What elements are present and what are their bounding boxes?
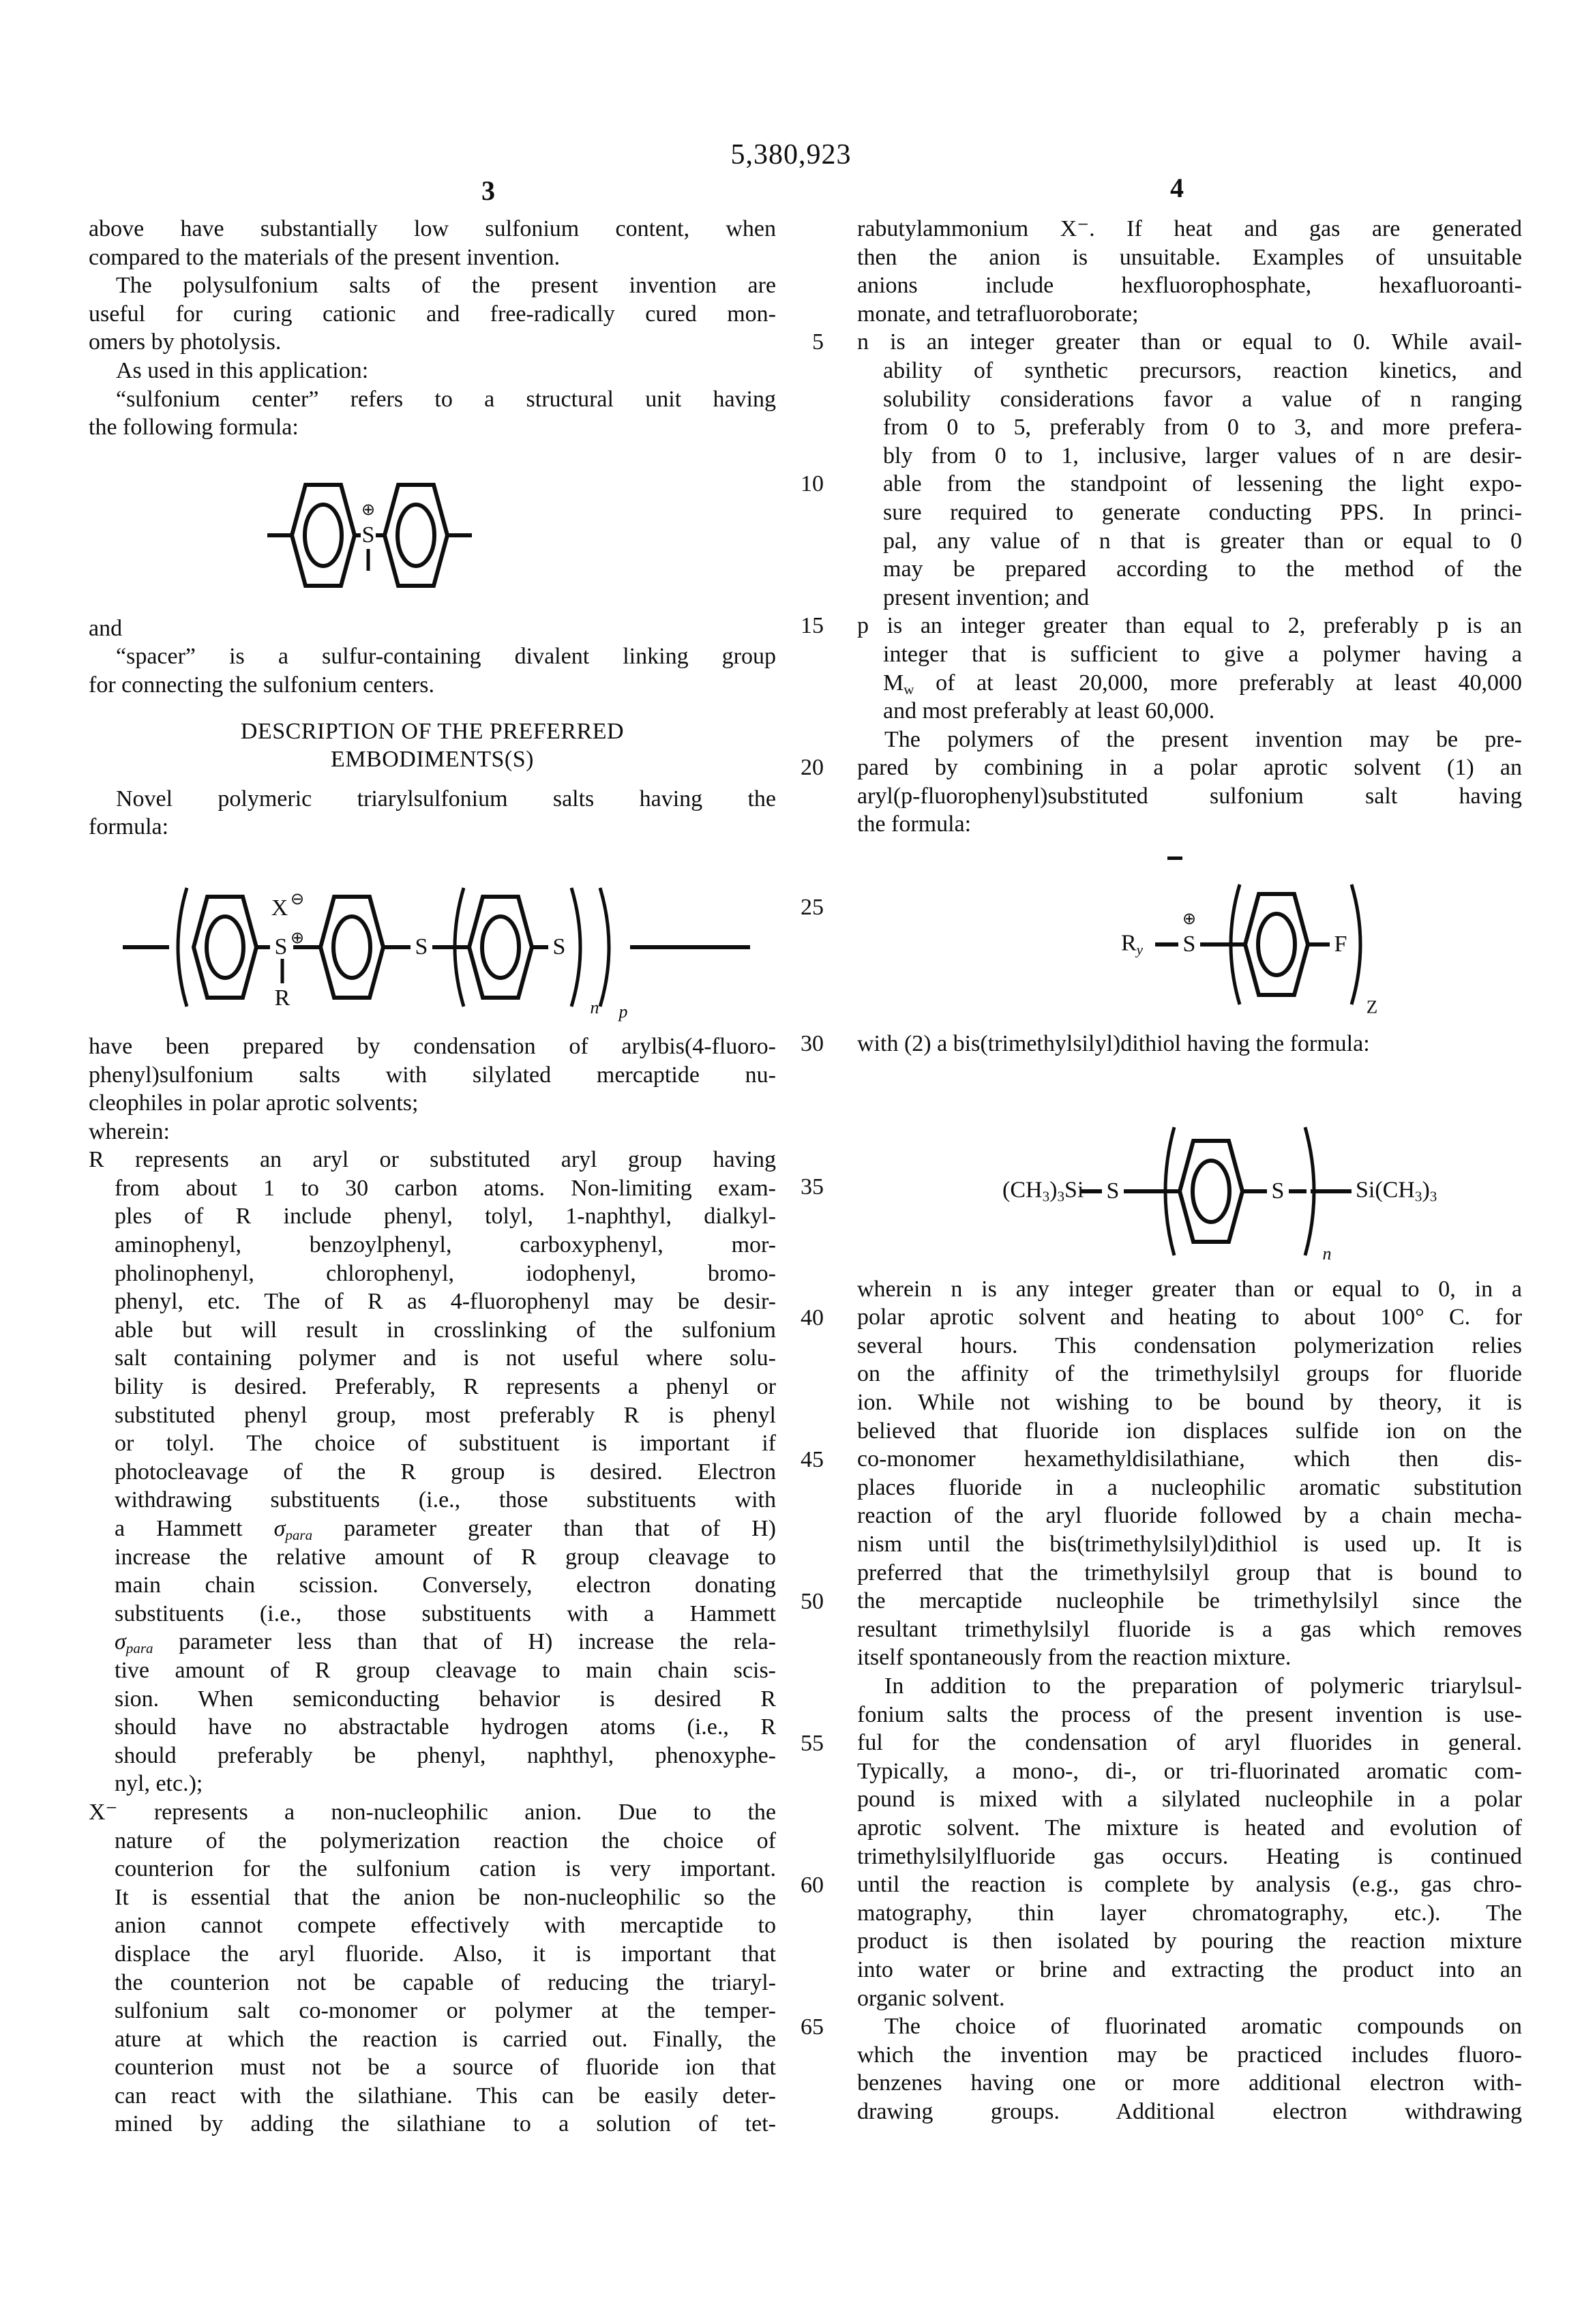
text-line: trimethylsilylfluoride gas occurs. Heating is continued bbox=[857, 1843, 1522, 1869]
plus-charge-icon: ⊕ bbox=[290, 927, 305, 947]
text-line: cleophiles in polar aprotic solvents; bbox=[89, 1090, 419, 1116]
text-line: wherein: bbox=[89, 1118, 170, 1144]
text-line: formula: bbox=[89, 814, 169, 840]
text-line: useful for curing cationic and free-radically cured mon- bbox=[89, 301, 776, 327]
text-line: resultant trimethylsilyl fluoride is a gas which removes bbox=[857, 1616, 1522, 1642]
text-line: counterion for the sulfonium cation is very important. bbox=[115, 1856, 776, 1882]
text-line: present invention; and bbox=[883, 584, 1090, 610]
text-line: itself spontaneously from the reaction mixture. bbox=[857, 1645, 1292, 1671]
text-line: the formula: bbox=[857, 811, 972, 837]
subscript-z: Z bbox=[1366, 996, 1378, 1017]
scan-artifact-mark bbox=[1167, 856, 1182, 860]
text-line: p is an integer greater than equal to 2, preferably p is an bbox=[857, 613, 1522, 639]
column-number-left: 3 bbox=[481, 175, 495, 206]
paragraph-block bbox=[89, 614, 776, 700]
line-number: 15 bbox=[801, 613, 824, 638]
text-line: able but will result in crosslinking of the sulfonium bbox=[115, 1317, 776, 1343]
text-line: nism until the bis(trimethylsilyl)dithiol is used up. It is bbox=[857, 1532, 1522, 1557]
heading-line: DESCRIPTION OF THE PREFERRED bbox=[240, 718, 625, 744]
sulfur-atom-label: S bbox=[1106, 1178, 1120, 1204]
text-line: then the anion is unsuitable. Examples of unsuitable bbox=[857, 244, 1522, 270]
text-line: The choice of fluorinated aromatic compounds on bbox=[884, 2014, 1522, 2040]
sulfur-atom-label: S bbox=[415, 934, 428, 959]
line-number: 45 bbox=[801, 1447, 824, 1472]
column-number-right: 4 bbox=[1170, 173, 1184, 203]
subscript-n: n bbox=[590, 997, 599, 1017]
text-line: omers by photolysis. bbox=[89, 329, 282, 355]
sulfur-atom-label: S bbox=[1182, 932, 1196, 957]
text-line: sulfonium salt co-monomer or polymer at the temper- bbox=[115, 1998, 776, 2024]
text-line: salt containing polymer and is not useful where solu- bbox=[115, 1345, 776, 1371]
r-group-label: R bbox=[274, 985, 290, 1011]
structure-dithiol-formula bbox=[857, 1058, 1522, 1275]
patent-number: 5,380,923 bbox=[730, 139, 852, 170]
text-line: several hours. This condensation polymerization relies bbox=[857, 1332, 1522, 1358]
text-line: rabutylammonium X⁻. If heat and gas are generated bbox=[857, 216, 1522, 241]
text-line: product is then isolated by pouring the reaction mixture bbox=[857, 1928, 1522, 1954]
trimethylsilyl-right-group: $Si(CH_3)_3$ bbox=[1356, 1177, 1437, 1205]
text-line: preferred that the trimethylsilyl group that is bound to bbox=[857, 1560, 1522, 1585]
text-line: anion cannot compete effectively with mercaptide to bbox=[115, 1913, 776, 1939]
text-line: bility is desired. Preferably, R represents a phenyl or bbox=[115, 1374, 776, 1400]
text-line: bly from 0 to 1, inclusive, larger values of n are desir- bbox=[883, 443, 1522, 468]
text-line: phenyl, etc. The of R as 4-fluorophenyl may be desir- bbox=[115, 1289, 776, 1315]
text-line: “sulfonium center” refers to a structural unit having bbox=[116, 386, 776, 412]
text-line: tive amount of R group cleavage to main chain scis- bbox=[115, 1657, 776, 1683]
text-line: reaction of the aryl fluoride followed by a chain mecha- bbox=[857, 1503, 1522, 1529]
text-line: It is essential that the anion be non-nucleophilic so the bbox=[115, 1884, 776, 1910]
text-line: drawing groups. Additional electron withdrawing bbox=[857, 2098, 1522, 2124]
text-line: “spacer” is a sulfur-containing divalent linking group bbox=[116, 644, 776, 670]
text-line: the following formula: bbox=[89, 415, 299, 441]
paragraph-block bbox=[857, 215, 1522, 839]
line-number: 40 bbox=[801, 1305, 824, 1330]
text-line: sion. When semiconducting behavior is desired R bbox=[115, 1686, 776, 1712]
text-line: The polymers of the present invention may be pre- bbox=[884, 726, 1522, 752]
text-line: X⁻ represents a non-nucleophilic anion. Due to the bbox=[89, 1799, 776, 1825]
text-line: from 0 to 5, preferably from 0 to 3, and more prefera- bbox=[883, 415, 1522, 441]
text-line: pared by combining in a polar aprotic solvent (1) an bbox=[857, 755, 1522, 781]
text-line: nyl, etc.); bbox=[115, 1771, 203, 1797]
paragraph-block bbox=[89, 1032, 776, 2139]
text-line: into water or brine and extracting the product into an bbox=[857, 1956, 1522, 1982]
minus-charge-icon: ⊖ bbox=[290, 889, 305, 908]
counterion-x-label: X bbox=[271, 895, 288, 921]
sulfur-atom-label: S bbox=[274, 934, 288, 959]
plus-charge-icon: ⊕ bbox=[1182, 909, 1197, 929]
text-line: displace the aryl fluoride. Also, it is important that bbox=[115, 1941, 776, 1967]
sulfur-atom-label: S bbox=[361, 522, 375, 548]
text-line: or tolyl. The choice of substituent is important if bbox=[115, 1431, 776, 1457]
text-line: aminophenyl, benzoylphenyl, carboxyphenyl, mor- bbox=[115, 1232, 776, 1258]
subscript-p: p bbox=[618, 1001, 628, 1022]
text-line: substituents (i.e., those substituents with a Hammett bbox=[115, 1600, 776, 1626]
column-left bbox=[89, 215, 776, 2139]
text-line: ful for the condensation of aryl fluorides in general. bbox=[857, 1730, 1522, 1756]
text-line: pound is mixed with a silylated nucleophile in a polar bbox=[857, 1787, 1522, 1813]
text-line: pholinophenyl, chlorophenyl, iodophenyl, bromo- bbox=[115, 1260, 776, 1286]
line-number: 30 bbox=[801, 1031, 824, 1056]
text-line: believed that fluoride ion displaces sulfide ion on the bbox=[857, 1418, 1522, 1444]
text-line: may be prepared according to the method of the bbox=[883, 556, 1522, 582]
text-line: $M_w$ of at least 20,000, more preferably at least 40,000 bbox=[883, 670, 1522, 698]
line-number: 10 bbox=[801, 471, 824, 496]
section-heading bbox=[89, 717, 776, 774]
text-line: R represents an aryl or substituted aryl group having bbox=[89, 1147, 776, 1173]
line-number: 25 bbox=[801, 895, 824, 920]
structure-sulfonium-center bbox=[89, 442, 776, 614]
text-line: for connecting the sulfonium centers. bbox=[89, 672, 435, 698]
sulfur-atom-label: S bbox=[552, 934, 566, 959]
text-line: should preferably be phenyl, naphthyl, phenoxyphe- bbox=[115, 1742, 776, 1768]
text-line: places fluoride in a nucleophilic aromatic substitution bbox=[857, 1474, 1522, 1500]
text-line: co-monomer hexamethyldisilathiane, which then dis- bbox=[857, 1446, 1522, 1472]
text-line: main chain scission. Conversely, electron donating bbox=[115, 1573, 776, 1598]
text-line: mined by adding the silathiane to a solution of tet- bbox=[115, 2111, 776, 2137]
text-line: monate, and tetrafluoroborate; bbox=[857, 301, 1139, 327]
text-line: Novel polymeric triarylsulfonium salts having the bbox=[116, 786, 776, 811]
text-line: increase the relative amount of R group cleavage to bbox=[115, 1544, 776, 1570]
text-line: solubility considerations favor a value of n ranging bbox=[883, 386, 1522, 412]
line-number: 50 bbox=[801, 1589, 824, 1614]
text-line: until the reaction is complete by analysis (e.g., gas chro- bbox=[857, 1872, 1522, 1898]
polymer-formula-diagram bbox=[123, 881, 808, 1014]
text-line: wherein n is any integer greater than or equal to 0, in a bbox=[857, 1276, 1522, 1302]
text-line: have been prepared by condensation of arylbis(4-fluoro- bbox=[89, 1033, 776, 1059]
structure-polymer-formula bbox=[89, 841, 776, 1032]
column-right bbox=[857, 215, 1522, 2126]
paragraph-block bbox=[857, 1030, 1522, 1058]
text-line: on the affinity of the trimethylsilyl groups for fluoride bbox=[857, 1361, 1522, 1387]
paragraph-block bbox=[89, 215, 776, 442]
plus-charge-icon: ⊕ bbox=[361, 499, 376, 519]
text-line: polar aprotic solvent and heating to about 100° C. for bbox=[857, 1305, 1522, 1330]
text-line: the mercaptide nucleophile be trimethylsilyl since the bbox=[857, 1588, 1522, 1614]
text-line: from about 1 to 30 carbon atoms. Non-limiting exam- bbox=[115, 1175, 776, 1201]
text-line: above have substantially low sulfonium content, when bbox=[89, 216, 776, 241]
text-line: n is an integer greater than or equal to 0. While avail- bbox=[857, 329, 1522, 355]
sulfur-atom-label: S bbox=[1271, 1178, 1285, 1204]
text-line: Typically, a mono-, di-, or tri-fluorinated aromatic com- bbox=[857, 1758, 1522, 1784]
text-line: counterion must not be a source of fluoride ion that bbox=[115, 2055, 776, 2081]
text-line: phenyl)sulfonium salts with silylated mercaptide nu- bbox=[89, 1062, 776, 1088]
text-line: aprotic solvent. The mixture is heated and evolution of bbox=[857, 1815, 1522, 1841]
text-line: a Hammett $\sigma_{para}$ parameter greater than that of H) bbox=[115, 1516, 776, 1543]
text-line: substituted phenyl group, most preferably R is phenyl bbox=[115, 1402, 776, 1428]
text-line: withdrawing substituents (i.e., those substituents with bbox=[115, 1487, 776, 1513]
text-line: and most preferably at least 60,000. bbox=[883, 698, 1215, 724]
text-line: nature of the polymerization reaction the choice of bbox=[115, 1828, 776, 1853]
text-line: fonium salts the process of the present invention is use- bbox=[857, 1701, 1522, 1727]
text-line: pal, any value of n that is greater than or equal to 0 bbox=[883, 528, 1522, 554]
paragraph-block bbox=[89, 785, 776, 841]
line-number: 55 bbox=[801, 1731, 824, 1756]
text-line: the counterion not be capable of reducing the triaryl- bbox=[115, 1969, 776, 1995]
text-line: ples of R include phenyl, tolyl, 1-naphthyl, dialkyl- bbox=[115, 1204, 776, 1230]
text-line: benzenes having one or more additional electron with- bbox=[857, 2070, 1522, 2096]
line-number: 5 bbox=[812, 329, 824, 355]
text-line: The polysulfonium salts of the present invention are bbox=[116, 273, 776, 299]
text-line: ability of synthetic precursors, reaction kinetics, and bbox=[883, 357, 1522, 383]
text-line: ion. While not wishing to be bound by theory, it is bbox=[857, 1390, 1522, 1416]
text-line: photocleavage of the R group is desired. Electron bbox=[115, 1459, 776, 1485]
line-number: 20 bbox=[801, 755, 824, 780]
ry-group-label: $R_y$ bbox=[1120, 930, 1144, 958]
trimethylsilyl-left-group: $(CH_3)_3Si$ bbox=[1002, 1177, 1084, 1205]
line-number: 35 bbox=[801, 1174, 824, 1200]
text-line: with (2) a bis(trimethylsilyl)dithiol having the formula: bbox=[857, 1031, 1370, 1057]
text-line: which the invention may be practiced includes fluoro- bbox=[857, 2042, 1522, 2068]
line-number: 60 bbox=[801, 1873, 824, 1898]
subscript-n: n bbox=[1322, 1243, 1332, 1264]
text-line: sure required to generate conducting PPS. In princi- bbox=[883, 499, 1522, 525]
text-line: ature at which the reaction is carried out. Finally, the bbox=[115, 2026, 776, 2052]
text-line: able from the standpoint of lessening the light expo- bbox=[883, 471, 1522, 497]
heading-line: EMBODIMENTS(S) bbox=[331, 747, 534, 773]
text-line: matography, thin layer chromatography, etc.). The bbox=[857, 1900, 1522, 1926]
fluorine-atom-label: F bbox=[1334, 932, 1347, 957]
text-line: should have no abstractable hydrogen atoms (i.e., R bbox=[115, 1714, 776, 1740]
text-line: aryl(p-fluorophenyl)substituted sulfonium salt having bbox=[857, 783, 1522, 809]
text-line: and bbox=[89, 615, 123, 641]
text-line: can react with the silathiane. This can be easily deter- bbox=[115, 2083, 776, 2109]
structure-aryl-fluorophenyl-salt bbox=[857, 839, 1522, 1030]
text-line: organic solvent. bbox=[857, 1985, 1005, 2011]
text-line: compared to the materials of the present invention. bbox=[89, 244, 561, 270]
text-line: In addition to the preparation of polymeric triarylsul- bbox=[884, 1673, 1522, 1699]
text-line: As used in this application: bbox=[116, 357, 369, 383]
text-line: $\sigma_{para}$ parameter less than that of H) increase the rela- bbox=[115, 1629, 776, 1657]
text-line: integer that is sufficient to give a polymer having a bbox=[883, 641, 1522, 667]
line-number: 65 bbox=[801, 2014, 824, 2040]
paragraph-block bbox=[857, 1275, 1522, 2126]
text-line: anions include hexfluorophosphate, hexafluoroanti- bbox=[857, 273, 1522, 299]
